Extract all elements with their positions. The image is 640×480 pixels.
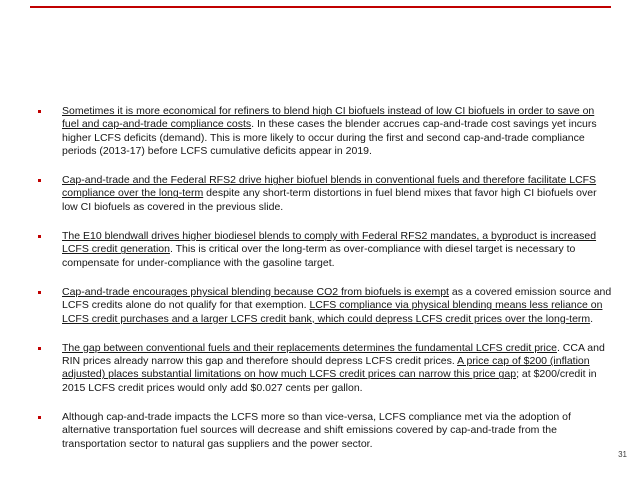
bullet-item <box>62 286 613 326</box>
page-number: 31 <box>618 450 627 459</box>
bullet-item <box>62 411 613 451</box>
bullet-text-underlined: Cap-and-trade encourages physical blending because CO2 from biofuels is exempt <box>62 285 449 298</box>
bullet-text-underlined: Sometimes it is more economical for refiners to blend high CI biofuels instead of low CI biofuels in order to save on fuel and cap-and-trade compliance costs <box>62 105 595 131</box>
top-accent-rule <box>30 6 611 8</box>
bullet-text-underlined: The E10 blendwall drives higher biodiesel blends to comply with Federal RFS2 mandates, a byproduct is increased LCFS credit generation <box>62 230 597 256</box>
bullet-item <box>62 174 613 214</box>
bullet-text-underlined: LCFS compliance via physical blending means less reliance on LCFS credit purchases and a larger LCFS credit bank, which could depress LCFS credit prices over the long-term <box>62 299 603 325</box>
bullet-text: . This is critical over the long-term as over-compliance with diesel target is necessary to compensate for under-compliance with the gasoline target. <box>62 243 576 269</box>
bullet-list <box>62 105 613 467</box>
bullet-text: Although cap-and-trade impacts the LCFS more so than vice-versa, LCFS compliance met via the adoption of alternative transportation fuel sources will decrease and shift emissions covered by cap-and-trade from the transportation sector to natural gas suppliers and the power sector. <box>62 411 571 450</box>
bullet-text-underlined: A price cap of $200 (inflation adjusted) places substantial limitations on how much LCFS credit prices can narrow this price gap <box>62 355 590 381</box>
bullet-item <box>62 342 613 395</box>
bullet-text: . In these cases the blender accrues cap-and-trade cost savings yet incurs higher LCFS deficits (demand). This is more likely to occur during the first and second cap-and-trade compliance periods (2013-17) before LCFS cumulative deficits appear in 2019. <box>62 118 597 157</box>
bullet-text-underlined: Cap-and-trade and the Federal RFS2 drive higher biofuel blends in conventional fuels and therefore facilitate LCFS compliance over the long-term <box>62 174 597 200</box>
bullet-text: . CCA and RIN prices already narrow this gap and therefore should depress LCFS credit prices. <box>62 341 605 368</box>
bullet-item <box>62 230 613 270</box>
bullet-text: despite any short-term distortions in fuel blend mixes that favor high CI biofuels over low CI biofuels as covered in the previous slide. <box>62 187 597 213</box>
bullet-item <box>62 105 613 158</box>
bullet-text-underlined: The gap between conventional fuels and their replacements determines the fundamental LCFS credit price <box>62 341 557 354</box>
bullet-text: . <box>590 312 594 325</box>
bullet-text: as a covered emission source and LCFS credits alone do not qualify for that exemption. <box>62 285 612 312</box>
bullet-text: ; at $200/credit in 2015 LCFS credit prices would only add $0.027 cents per gallon. <box>62 368 597 394</box>
